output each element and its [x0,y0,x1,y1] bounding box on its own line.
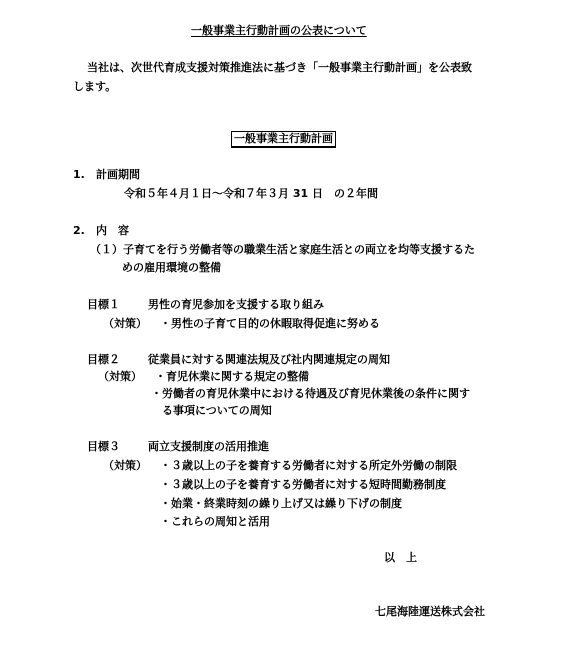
goal3-measures-label: （対策） [103,459,147,472]
goal2-title: 従業員に対する関連法規及び社内関連規定の周知 [148,353,390,366]
closing-mark: 以 上 [384,551,417,564]
goal1-label: 目標１ [87,298,120,311]
section1-label: 1. [73,168,85,181]
section2-label: 2. [73,224,85,237]
goal2-measure: ・労働者の育児休業中における待遇及び育児休業後の条件に関す [151,387,470,400]
goal1-title: 男性の育児参加を支援する取り組み [148,298,324,311]
goal2-measure-continuation: る事項についての周知 [162,404,272,417]
goal3-title: 両立支援制度の活用推進 [148,440,269,453]
goal2-measure: ・育児休業に関する規定の整備 [155,370,309,383]
goal3-measure: ・３歳以上の子を養育する労働者に対する短時間勤務制度 [160,478,446,491]
plan-period: 令和５年４月１日～令和７年３月 31 日 の２年間 [124,187,378,200]
goal1-measures-label: （対策） [103,317,147,330]
company-name: 七尾海陸運送株式会社 [375,605,485,618]
goal2-measures-label: （対策） [98,370,142,383]
goal3-label: 目標３ [87,440,120,453]
goal2-label: 目標２ [87,353,120,366]
goal3-measure: ・これらの周知と活用 [160,515,270,528]
intro-paragraph-line2: します。 [73,80,117,93]
section2-item1-line2: めの雇用環境の整備 [122,261,221,274]
goal3-measure: ・始業・終業時刻の繰り上げ又は繰り下げの制度 [160,497,402,510]
plan-heading: 一般事業主行動計画 [231,131,336,148]
goal3-measure: ・３歳以上の子を養育する労働者に対する所定外労働の制限 [160,459,457,472]
document-title: 一般事業主行動計画の公表について [191,24,367,37]
section2-heading: 内 容 [96,224,129,237]
intro-paragraph-line1: 当社は、次世代育成支援対策推進法に基づき「一般事業主行動計画」を公表致 [87,61,472,74]
section2-item1-line1: （１）子育てを行う労働者等の職業生活と家庭生活との両立を均等支援するた [90,243,475,256]
goal1-measure: ・男性の子育て目的の休暇取得促進に努める [160,317,380,330]
section1-heading: 計画期間 [96,168,140,181]
